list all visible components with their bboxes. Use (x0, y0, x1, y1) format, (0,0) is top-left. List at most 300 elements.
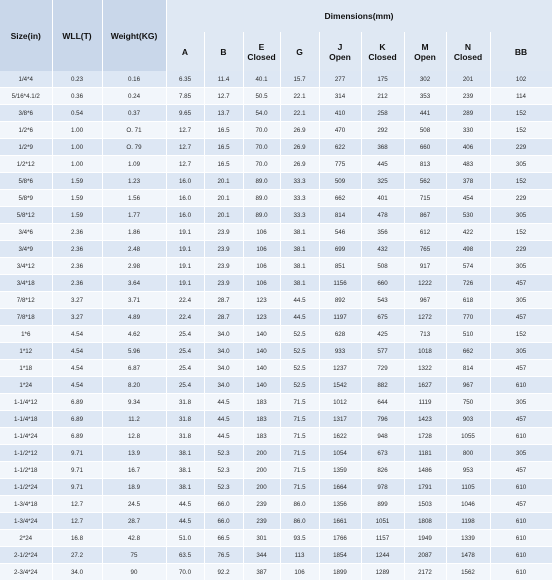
table-cell: 12.7 (52, 513, 102, 530)
table-cell: 726 (446, 275, 490, 292)
table-cell: 26.9 (280, 122, 319, 139)
table-cell: 1664 (319, 479, 361, 496)
table-cell: 12.7 (52, 496, 102, 513)
table-cell: 892 (319, 292, 361, 309)
table-cell: 1562 (446, 564, 490, 581)
table-cell: 63.5 (166, 547, 204, 564)
size-cell: 5/8*6 (0, 173, 52, 190)
table-cell: 610 (490, 479, 552, 496)
table-cell: 0.23 (52, 71, 102, 88)
table-cell: 1622 (319, 428, 361, 445)
table-cell: 0.36 (52, 88, 102, 105)
table-cell: 3.71 (102, 292, 166, 309)
table-cell: 353 (404, 88, 446, 105)
table-cell: 3.64 (102, 275, 166, 292)
table-cell: 25.4 (166, 360, 204, 377)
table-cell: 22.1 (280, 105, 319, 122)
table-cell: 4.54 (52, 360, 102, 377)
size-cell: 3/4*18 (0, 275, 52, 292)
table-cell: 305 (490, 394, 552, 411)
table-cell: 510 (446, 326, 490, 343)
table-cell: 422 (446, 224, 490, 241)
table-cell: 70.0 (243, 156, 280, 173)
table-cell: 1197 (319, 309, 361, 326)
table-cell: 1157 (361, 530, 404, 547)
table-cell: 71.5 (280, 411, 319, 428)
table-cell: 660 (361, 275, 404, 292)
table-cell: 31.8 (166, 428, 204, 445)
table-cell: 113 (280, 547, 319, 564)
table-cell: 3.27 (52, 309, 102, 326)
table-cell: 530 (446, 207, 490, 224)
table-cell: 52.3 (204, 462, 243, 479)
table-cell: 967 (404, 292, 446, 309)
table-cell: 175 (361, 71, 404, 88)
size-cell: 7/8*12 (0, 292, 52, 309)
table-row (0, 105, 552, 122)
table-cell: 9.71 (52, 445, 102, 462)
table-cell: 44.5 (204, 428, 243, 445)
table-cell: 44.5 (204, 394, 243, 411)
table-cell: 33.3 (280, 207, 319, 224)
table-cell: 292 (361, 122, 404, 139)
table-cell: 387 (243, 564, 280, 581)
table-row (0, 479, 552, 496)
table-cell: 826 (361, 462, 404, 479)
table-cell: 24.5 (102, 496, 166, 513)
table-cell: 38.1 (166, 479, 204, 496)
table-cell: 106 (243, 241, 280, 258)
table-cell: 1322 (404, 360, 446, 377)
table-cell: 16.0 (166, 173, 204, 190)
table-cell: 123 (243, 309, 280, 326)
table-cell: 11.2 (102, 411, 166, 428)
table-cell: 66.5 (204, 530, 243, 547)
size-cell: 1/2*9 (0, 139, 52, 156)
table-cell: 1018 (404, 343, 446, 360)
table-cell: 44.5 (280, 309, 319, 326)
table-cell: 200 (243, 462, 280, 479)
table-cell: 38.1 (280, 275, 319, 292)
table-body (0, 71, 552, 581)
table-cell: 1791 (404, 479, 446, 496)
header-dim-e-closed: E Closed (243, 32, 280, 71)
table-cell: 2.36 (52, 275, 102, 292)
table-cell: 457 (490, 462, 552, 479)
table-cell: 903 (446, 411, 490, 428)
table-cell: 89.0 (243, 207, 280, 224)
table-cell: 152 (490, 122, 552, 139)
table-cell: 6.89 (52, 411, 102, 428)
table-row (0, 564, 552, 581)
table-cell: 19.1 (166, 241, 204, 258)
table-cell: 610 (490, 564, 552, 581)
table-cell: 1.59 (52, 207, 102, 224)
table-cell: 851 (319, 258, 361, 275)
table-cell: 54.0 (243, 105, 280, 122)
table-cell: 66.0 (204, 496, 243, 513)
table-cell: 508 (361, 258, 404, 275)
table-cell: 410 (319, 105, 361, 122)
table-cell: 457 (490, 411, 552, 428)
table-cell: 660 (404, 139, 446, 156)
table-cell: 239 (243, 513, 280, 530)
size-cell: 5/16*4.1/2 (0, 88, 52, 105)
table-cell: 102 (490, 71, 552, 88)
header-dim-b: B (204, 32, 243, 71)
size-cell: 1*24 (0, 377, 52, 394)
table-cell: 432 (361, 241, 404, 258)
table-cell: 31.8 (166, 411, 204, 428)
table-cell: 305 (490, 258, 552, 275)
table-cell: 478 (361, 207, 404, 224)
size-cell: 3/8*6 (0, 105, 52, 122)
table-cell: 52.3 (204, 445, 243, 462)
table-row (0, 496, 552, 513)
table-cell: 18.9 (102, 479, 166, 496)
table-cell: 140 (243, 377, 280, 394)
table-cell: 152 (490, 105, 552, 122)
table-cell: 44.5 (166, 496, 204, 513)
table-cell: 2172 (404, 564, 446, 581)
table-cell: 12.7 (166, 122, 204, 139)
table-cell: 22.4 (166, 292, 204, 309)
table-cell: 289 (446, 105, 490, 122)
table-cell: 1289 (361, 564, 404, 581)
table-cell: 277 (319, 71, 361, 88)
table-cell: 0.16 (102, 71, 166, 88)
table-cell: 509 (319, 173, 361, 190)
table-cell: 2.48 (102, 241, 166, 258)
size-cell: 2*24 (0, 530, 52, 547)
header-dim-bb: BB (490, 32, 552, 71)
header-dim-j-open: J Open (319, 32, 361, 71)
header-dim-m-open: M Open (404, 32, 446, 71)
size-cell: 1-3/4*18 (0, 496, 52, 513)
table-cell: 610 (490, 428, 552, 445)
table-cell: 200 (243, 479, 280, 496)
table-cell: 1051 (361, 513, 404, 530)
table-cell: 0.54 (52, 105, 102, 122)
table-cell: 9.71 (52, 462, 102, 479)
table-cell: 52.5 (280, 377, 319, 394)
table-cell: 20.1 (204, 207, 243, 224)
header-size: Size(in) (0, 0, 52, 71)
table-cell: 71.5 (280, 479, 319, 496)
table-cell: 1198 (446, 513, 490, 530)
table-cell: 52.5 (280, 360, 319, 377)
table-cell: 368 (361, 139, 404, 156)
table-cell: 229 (490, 190, 552, 207)
table-cell: 675 (361, 309, 404, 326)
table-row (0, 428, 552, 445)
table-cell: 713 (404, 326, 446, 343)
table-cell: 40.1 (243, 71, 280, 88)
table-cell: 52.3 (204, 479, 243, 496)
size-cell: 5/8*9 (0, 190, 52, 207)
table-row (0, 343, 552, 360)
size-cell: 1*12 (0, 343, 52, 360)
table-cell: 123 (243, 292, 280, 309)
table-cell: 1808 (404, 513, 446, 530)
table-row (0, 445, 552, 462)
table-cell: 38.1 (166, 445, 204, 462)
table-cell: 33.3 (280, 173, 319, 190)
size-cell: 2-1/2*24 (0, 547, 52, 564)
table-cell: 38.1 (280, 258, 319, 275)
table-cell: 23.9 (204, 241, 243, 258)
table-cell: 498 (446, 241, 490, 258)
table-cell: 750 (446, 394, 490, 411)
table-cell: 325 (361, 173, 404, 190)
table-cell: 16.8 (52, 530, 102, 547)
size-cell: 7/8*18 (0, 309, 52, 326)
table-cell: 1.77 (102, 207, 166, 224)
table-cell: 508 (404, 122, 446, 139)
table-cell: 212 (361, 88, 404, 105)
table-cell: 2.98 (102, 258, 166, 275)
table-cell: 6.89 (52, 428, 102, 445)
size-cell: 1/2*6 (0, 122, 52, 139)
table-row (0, 411, 552, 428)
table-row (0, 156, 552, 173)
table-cell: 1.59 (52, 173, 102, 190)
table-cell: 183 (243, 428, 280, 445)
table-cell: 4.54 (52, 326, 102, 343)
table-cell: 6.89 (52, 394, 102, 411)
table-cell: 1.86 (102, 224, 166, 241)
table-cell: 715 (404, 190, 446, 207)
table-row (0, 258, 552, 275)
table-cell: 19.1 (166, 258, 204, 275)
table-cell: 16.5 (204, 156, 243, 173)
table-cell: 800 (446, 445, 490, 462)
table-cell: 302 (404, 71, 446, 88)
table-cell: 34.0 (204, 360, 243, 377)
table-cell: 12.8 (102, 428, 166, 445)
size-cell: 3/4*12 (0, 258, 52, 275)
table-cell: 23.9 (204, 258, 243, 275)
table-row (0, 462, 552, 479)
table-cell: 933 (319, 343, 361, 360)
size-cell: 1-3/4*24 (0, 513, 52, 530)
table-cell: 813 (404, 156, 446, 173)
table-cell: 622 (319, 139, 361, 156)
table-cell: 71.5 (280, 394, 319, 411)
table-cell: 301 (243, 530, 280, 547)
table-cell: 2.36 (52, 241, 102, 258)
table-cell: 27.2 (52, 547, 102, 564)
table-cell: 229 (490, 241, 552, 258)
table-cell: 229 (490, 139, 552, 156)
table-cell: 406 (446, 139, 490, 156)
table-cell: 70.0 (243, 139, 280, 156)
table-cell: 239 (446, 88, 490, 105)
header-dimensions: Dimensions(mm) (166, 0, 552, 32)
table-row (0, 190, 552, 207)
table-cell: 1542 (319, 377, 361, 394)
table-cell: 1478 (446, 547, 490, 564)
table-cell: 140 (243, 343, 280, 360)
table-row (0, 207, 552, 224)
table-cell: 70.0 (166, 564, 204, 581)
table-cell: 44.5 (166, 513, 204, 530)
table-cell: 305 (490, 207, 552, 224)
table-cell: 26.9 (280, 139, 319, 156)
table-cell: 114 (490, 88, 552, 105)
table-cell: 71.5 (280, 428, 319, 445)
table-cell: 22.4 (166, 309, 204, 326)
table-row (0, 139, 552, 156)
table-cell: 90 (102, 564, 166, 581)
table-cell: 1854 (319, 547, 361, 564)
table-cell: 775 (319, 156, 361, 173)
table-cell: 0.24 (102, 88, 166, 105)
table-cell: 770 (446, 309, 490, 326)
table-cell: 152 (490, 326, 552, 343)
table-cell: 38.1 (280, 241, 319, 258)
table-cell: 106 (243, 258, 280, 275)
table-cell: 454 (446, 190, 490, 207)
table-cell: 13.9 (102, 445, 166, 462)
table-cell: 7.85 (166, 88, 204, 105)
table-cell: 1339 (446, 530, 490, 547)
table-cell: 305 (490, 445, 552, 462)
table-cell: 948 (361, 428, 404, 445)
table-cell: 3.27 (52, 292, 102, 309)
table-cell: 1054 (319, 445, 361, 462)
table-cell: 89.0 (243, 173, 280, 190)
table-cell: 66.0 (204, 513, 243, 530)
table-cell: 75 (102, 547, 166, 564)
table-cell: 140 (243, 326, 280, 343)
table-cell: 1237 (319, 360, 361, 377)
table-cell: 16.5 (204, 139, 243, 156)
table-cell: 28.7 (204, 292, 243, 309)
header-weight: Weight(KG) (102, 0, 166, 71)
table-cell: 12.7 (166, 156, 204, 173)
table-cell: 106 (243, 224, 280, 241)
size-cell: 1/2*12 (0, 156, 52, 173)
table-cell: 89.0 (243, 190, 280, 207)
table-cell: 20.1 (204, 173, 243, 190)
table-cell: 76.5 (204, 547, 243, 564)
table-cell: 93.5 (280, 530, 319, 547)
table-cell: 201 (446, 71, 490, 88)
table-cell: 16.0 (166, 190, 204, 207)
table-row (0, 530, 552, 547)
table-cell: 258 (361, 105, 404, 122)
table-cell: 546 (319, 224, 361, 241)
table-cell: 967 (446, 377, 490, 394)
table-cell: 1.23 (102, 173, 166, 190)
size-cell: 3/4*9 (0, 241, 52, 258)
table-cell: 8.20 (102, 377, 166, 394)
table-cell: 344 (243, 547, 280, 564)
table-cell: 483 (446, 156, 490, 173)
table-cell: 882 (361, 377, 404, 394)
table-cell: 183 (243, 394, 280, 411)
table-cell: 23.9 (204, 275, 243, 292)
size-cell: 3/4*6 (0, 224, 52, 241)
table-cell: 22.1 (280, 88, 319, 105)
table-cell: 457 (490, 309, 552, 326)
table-cell: 1661 (319, 513, 361, 530)
table-cell: 1.00 (52, 122, 102, 139)
table-row (0, 292, 552, 309)
table-cell: 38.1 (166, 462, 204, 479)
table-cell: 610 (490, 547, 552, 564)
table-cell: 1.56 (102, 190, 166, 207)
table-cell: 662 (319, 190, 361, 207)
table-cell: 34.0 (52, 564, 102, 581)
table-cell: 4.54 (52, 377, 102, 394)
table-cell: 305 (490, 343, 552, 360)
table-cell: 899 (361, 496, 404, 513)
table-cell: 23.9 (204, 224, 243, 241)
header-dim-a: A (166, 32, 204, 71)
table-cell: 4.89 (102, 309, 166, 326)
header-dim-g: G (280, 32, 319, 71)
size-cell: 1-1/2*12 (0, 445, 52, 462)
table-cell: 543 (361, 292, 404, 309)
table-cell: 31.8 (166, 394, 204, 411)
table-cell: 457 (490, 275, 552, 292)
table-row (0, 394, 552, 411)
table-row (0, 71, 552, 88)
table-cell: 610 (490, 377, 552, 394)
table-cell: 457 (490, 496, 552, 513)
size-cell: 1-1/4*24 (0, 428, 52, 445)
table-cell: 25.4 (166, 343, 204, 360)
table-cell: 1423 (404, 411, 446, 428)
table-cell: 34.0 (204, 326, 243, 343)
size-cell: 1*18 (0, 360, 52, 377)
table-row (0, 122, 552, 139)
table-cell: 1317 (319, 411, 361, 428)
table-cell: 19.1 (166, 224, 204, 241)
table-cell: 2.36 (52, 224, 102, 241)
table-cell: 644 (361, 394, 404, 411)
table-cell: 1766 (319, 530, 361, 547)
table-cell: 765 (404, 241, 446, 258)
table-cell: 106 (243, 275, 280, 292)
table-cell: 628 (319, 326, 361, 343)
size-cell: 1/4*4 (0, 71, 52, 88)
table-cell: 200 (243, 445, 280, 462)
table-cell: 38.1 (280, 224, 319, 241)
table-cell: 152 (490, 173, 552, 190)
table-cell: 140 (243, 360, 280, 377)
table-cell: 574 (446, 258, 490, 275)
table-cell: 618 (446, 292, 490, 309)
table-cell: 401 (361, 190, 404, 207)
table-cell: 152 (490, 224, 552, 241)
table-cell: 1.59 (52, 190, 102, 207)
table-cell: 70.0 (243, 122, 280, 139)
table-cell: 470 (319, 122, 361, 139)
table-row (0, 360, 552, 377)
table-cell: 2087 (404, 547, 446, 564)
table-cell: 1222 (404, 275, 446, 292)
table-cell: 52.5 (280, 326, 319, 343)
table-cell: 86.0 (280, 513, 319, 530)
table-cell: 425 (361, 326, 404, 343)
size-cell: 1-1/4*18 (0, 411, 52, 428)
table-cell: 15.7 (280, 71, 319, 88)
table-cell: 6.87 (102, 360, 166, 377)
table-cell: 1.00 (52, 139, 102, 156)
